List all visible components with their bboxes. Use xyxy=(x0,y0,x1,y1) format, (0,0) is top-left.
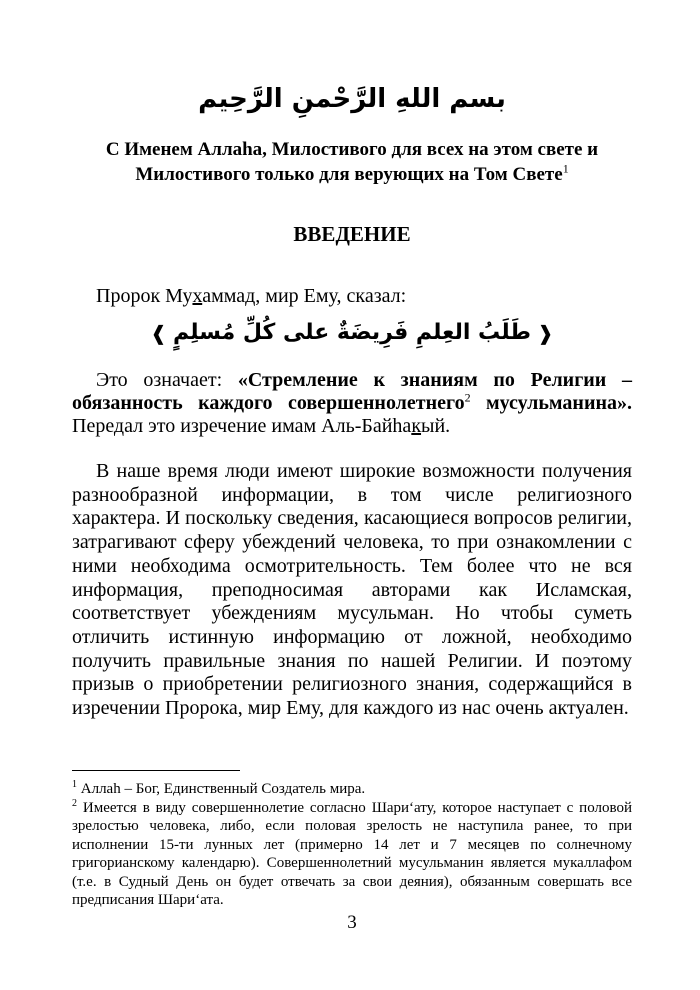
body-paragraph: В наше время люди имеют широкие возможности получения разнообразной информации, в том числе религиозного характера. И поскольку сведения, касающиеся вопросов религии, затрагивают сферу убеждений человека, то при ознакомлении с ними необходима осмотрительность. Тем более что не вся информация, преподносимая авторами как Исламская, соответствует убеждениям мусульман. Но чтобы суметь отличить истинную информацию от ложной, необходимо получить правильные знания по нашей Религии. И поэтому призыв о приобретении религиозного знания, содержащийся в изречении Пророка, мир Ему, для каждого из нас очень актуален. xyxy=(72,460,632,720)
intro-text-underlined: х xyxy=(192,285,203,307)
footnote-ref-2: 2 xyxy=(464,390,471,405)
footnote-divider xyxy=(72,770,240,771)
footnote-text: Аллаh – Бог, Единственный Создатель мира. xyxy=(80,781,366,797)
narration-underlined: к xyxy=(411,415,422,437)
footnote-2 xyxy=(72,799,632,910)
ornament-right-icon: ❱ xyxy=(537,321,554,345)
footnote-ref-1: 1 xyxy=(562,161,569,176)
footnote-1 xyxy=(72,780,632,799)
narration-start: Передал это изречение имам Аль-Байhа xyxy=(72,415,412,437)
footnote-text: Имеется в виду совершеннолетие согласно Шари‘ату, которое наступает с половой зрелостью человека, либо, если половая зрелость не наступила ранее, то при исполнении 15-ти лунных лет (примерно 14 лет и 7 месяцев по солнечному григорианскому календарю). Совершеннолетний мусульманин является мукаллафом (т.е. в Судный День он будет отвечать за свои деяния), обязанным совершать все предписания Шари‘ата. xyxy=(72,799,633,908)
dedication-text: С Именем Аллаhа, Милостивого для всех на этом свете и Милостивого только для верующих на Том Свете xyxy=(105,139,599,185)
document-page xyxy=(72,0,632,990)
footnote-number: 1 xyxy=(72,779,77,790)
basmala: بسم اللهِ الرَّحْمنِ الرَّحِيم xyxy=(198,84,506,114)
meaning-bold-part2: мусульманина». xyxy=(486,392,632,414)
intro-text-end: аммад, мир Ему, сказал: xyxy=(202,285,407,307)
section-heading: ВВЕДЕНИЕ xyxy=(293,222,411,246)
intro-text-start: Пророк Му xyxy=(96,285,193,307)
ornament-left-icon: ❰ xyxy=(150,321,167,345)
meaning-first-line xyxy=(72,369,632,415)
footnote-number: 2 xyxy=(72,797,77,809)
narration-line xyxy=(72,415,450,437)
narration-end: ый. xyxy=(421,415,451,437)
intro-line xyxy=(96,285,406,308)
meaning-bold-part1: «Стремление к знаниям по Религии – обязанность каждого совершеннолетнего xyxy=(72,369,633,414)
hadith-arabic xyxy=(72,320,632,345)
page-number: 3 xyxy=(347,912,357,933)
hadith-text: طَلَبُ العِلمِ فَرِيضَةٌ على كُلِّ مُسلِمٍ xyxy=(172,320,532,345)
dedication xyxy=(72,137,632,187)
hadith-meaning xyxy=(72,369,632,438)
footnotes xyxy=(72,780,632,910)
meaning-prefix: Это означает: xyxy=(96,369,223,391)
